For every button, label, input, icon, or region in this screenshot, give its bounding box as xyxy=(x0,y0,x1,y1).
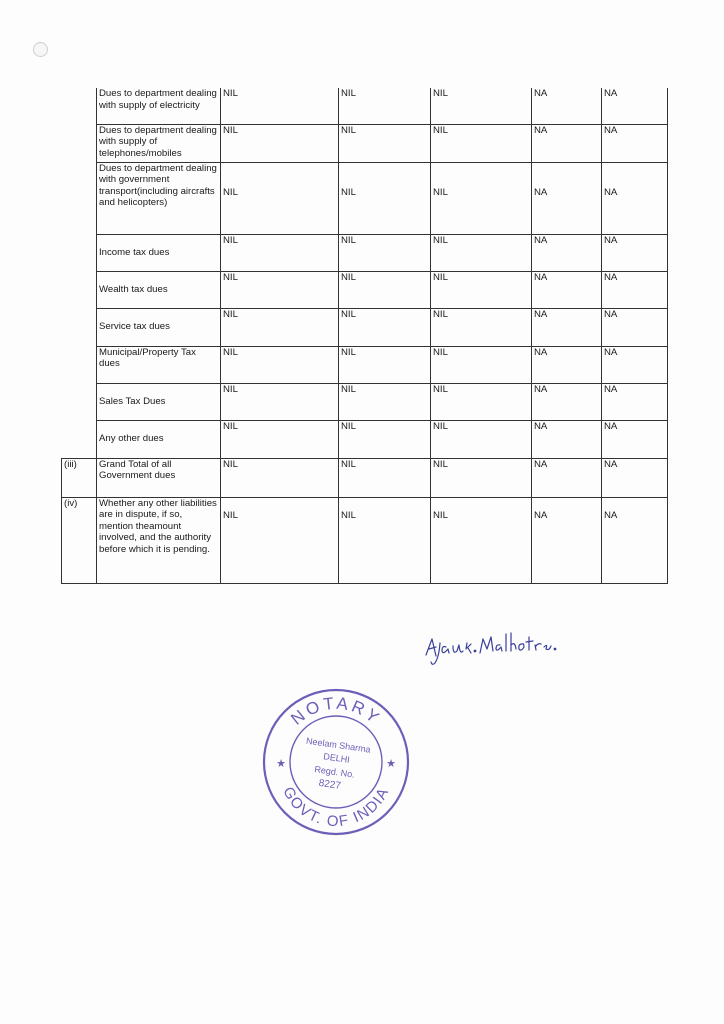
cell-value: NIL xyxy=(221,271,339,308)
row-index xyxy=(62,234,97,271)
cell-value: NIL xyxy=(339,346,431,383)
stamp-top-text: NOTARY xyxy=(287,693,385,729)
cell-value: NA xyxy=(602,420,668,458)
cell-value: NIL xyxy=(339,88,431,124)
row-index xyxy=(62,271,97,308)
cell-value: NIL xyxy=(221,420,339,458)
cell-value: NIL xyxy=(221,162,339,234)
cell-value: NIL xyxy=(431,234,532,271)
row-index: (iii) xyxy=(62,458,97,497)
row-description: Municipal/Property Tax dues xyxy=(97,346,221,383)
cell-value: NIL xyxy=(431,383,532,420)
cell-value: NIL xyxy=(339,383,431,420)
cell-value: NA xyxy=(532,271,602,308)
cell-value: NIL xyxy=(339,420,431,458)
row-description: Whether any other liabilities are in dispute, if so, mention theamount involved, and the authority before which it is pending. xyxy=(97,497,221,583)
row-description: Service tax dues xyxy=(97,308,221,346)
table-row xyxy=(62,308,668,346)
stamp-regd-number: 8227 xyxy=(317,777,342,792)
cell-value: NIL xyxy=(221,124,339,162)
stamp-name: Neelam Sharma xyxy=(305,735,372,755)
cell-value: NA xyxy=(602,383,668,420)
cell-value: NA xyxy=(602,162,668,234)
table-row xyxy=(62,497,668,583)
cell-value: NA xyxy=(602,124,668,162)
cell-value: NIL xyxy=(339,162,431,234)
table-row xyxy=(62,88,668,124)
row-index xyxy=(62,346,97,383)
table-row xyxy=(62,162,668,234)
cell-value: NA xyxy=(532,124,602,162)
row-index xyxy=(62,308,97,346)
row-description: Dues to department dealing with supply of electricity xyxy=(97,88,221,124)
cell-value: NA xyxy=(602,308,668,346)
row-description: Sales Tax Dues xyxy=(97,383,221,420)
row-index: (iv) xyxy=(62,497,97,583)
row-index xyxy=(62,88,97,124)
table-row xyxy=(62,383,668,420)
table-row xyxy=(62,234,668,271)
cell-value: NIL xyxy=(339,271,431,308)
cell-value: NA xyxy=(602,346,668,383)
cell-value: NIL xyxy=(431,88,532,124)
stamp-city: DELHI xyxy=(322,751,351,765)
star-icon: ★ xyxy=(276,758,286,770)
table-row xyxy=(62,124,668,162)
stamp-regd-label: Regd. No. xyxy=(313,764,356,780)
cell-value: NA xyxy=(602,234,668,271)
cell-value: NIL xyxy=(339,234,431,271)
cell-value: NA xyxy=(532,346,602,383)
row-description: Income tax dues xyxy=(97,234,221,271)
cell-value: NIL xyxy=(431,458,532,497)
star-icon: ★ xyxy=(386,758,396,770)
table-row xyxy=(62,420,668,458)
cell-value: NIL xyxy=(431,420,532,458)
cell-value: NIL xyxy=(339,458,431,497)
row-index xyxy=(62,124,97,162)
cell-value: NA xyxy=(602,497,668,583)
cell-value: NIL xyxy=(431,162,532,234)
table-row xyxy=(62,271,668,308)
cell-value: NA xyxy=(532,420,602,458)
handwritten-signature xyxy=(420,615,580,670)
stamp-bottom-text: GOVT. OF INDIA xyxy=(279,784,393,831)
cell-value: NA xyxy=(532,162,602,234)
cell-value: NIL xyxy=(221,383,339,420)
cell-value: NIL xyxy=(431,308,532,346)
cell-value: NIL xyxy=(221,308,339,346)
cell-value: NIL xyxy=(339,308,431,346)
cell-value: NIL xyxy=(221,234,339,271)
cell-value: NA xyxy=(602,458,668,497)
government-dues-table xyxy=(61,88,668,584)
notary-stamp xyxy=(261,687,411,837)
cell-value: NIL xyxy=(221,497,339,583)
cell-value: NIL xyxy=(431,497,532,583)
table-row xyxy=(62,346,668,383)
cell-value: NA xyxy=(602,88,668,124)
row-index xyxy=(62,383,97,420)
cell-value: NIL xyxy=(339,497,431,583)
row-description: Dues to department dealing with government transport(including aircrafts and helicopters) xyxy=(97,162,221,234)
cell-value: NIL xyxy=(431,346,532,383)
row-description: Wealth tax dues xyxy=(97,271,221,308)
table-row xyxy=(62,458,668,497)
cell-value: NIL xyxy=(339,124,431,162)
cell-value: NIL xyxy=(431,271,532,308)
row-description: Grand Total of all Government dues xyxy=(97,458,221,497)
cell-value: NA xyxy=(602,271,668,308)
row-index xyxy=(62,162,97,234)
cell-value: NA xyxy=(532,234,602,271)
cell-value: NA xyxy=(532,88,602,124)
cell-value: NA xyxy=(532,458,602,497)
cell-value: NIL xyxy=(431,124,532,162)
punch-hole xyxy=(33,42,48,57)
cell-value: NA xyxy=(532,497,602,583)
cell-value: NIL xyxy=(221,88,339,124)
cell-value: NA xyxy=(532,383,602,420)
row-description: Dues to department dealing with supply of telephones/mobiles xyxy=(97,124,221,162)
cell-value: NA xyxy=(532,308,602,346)
cell-value: NIL xyxy=(221,346,339,383)
row-index xyxy=(62,420,97,458)
cell-value: NIL xyxy=(221,458,339,497)
row-description: Any other dues xyxy=(97,420,221,458)
